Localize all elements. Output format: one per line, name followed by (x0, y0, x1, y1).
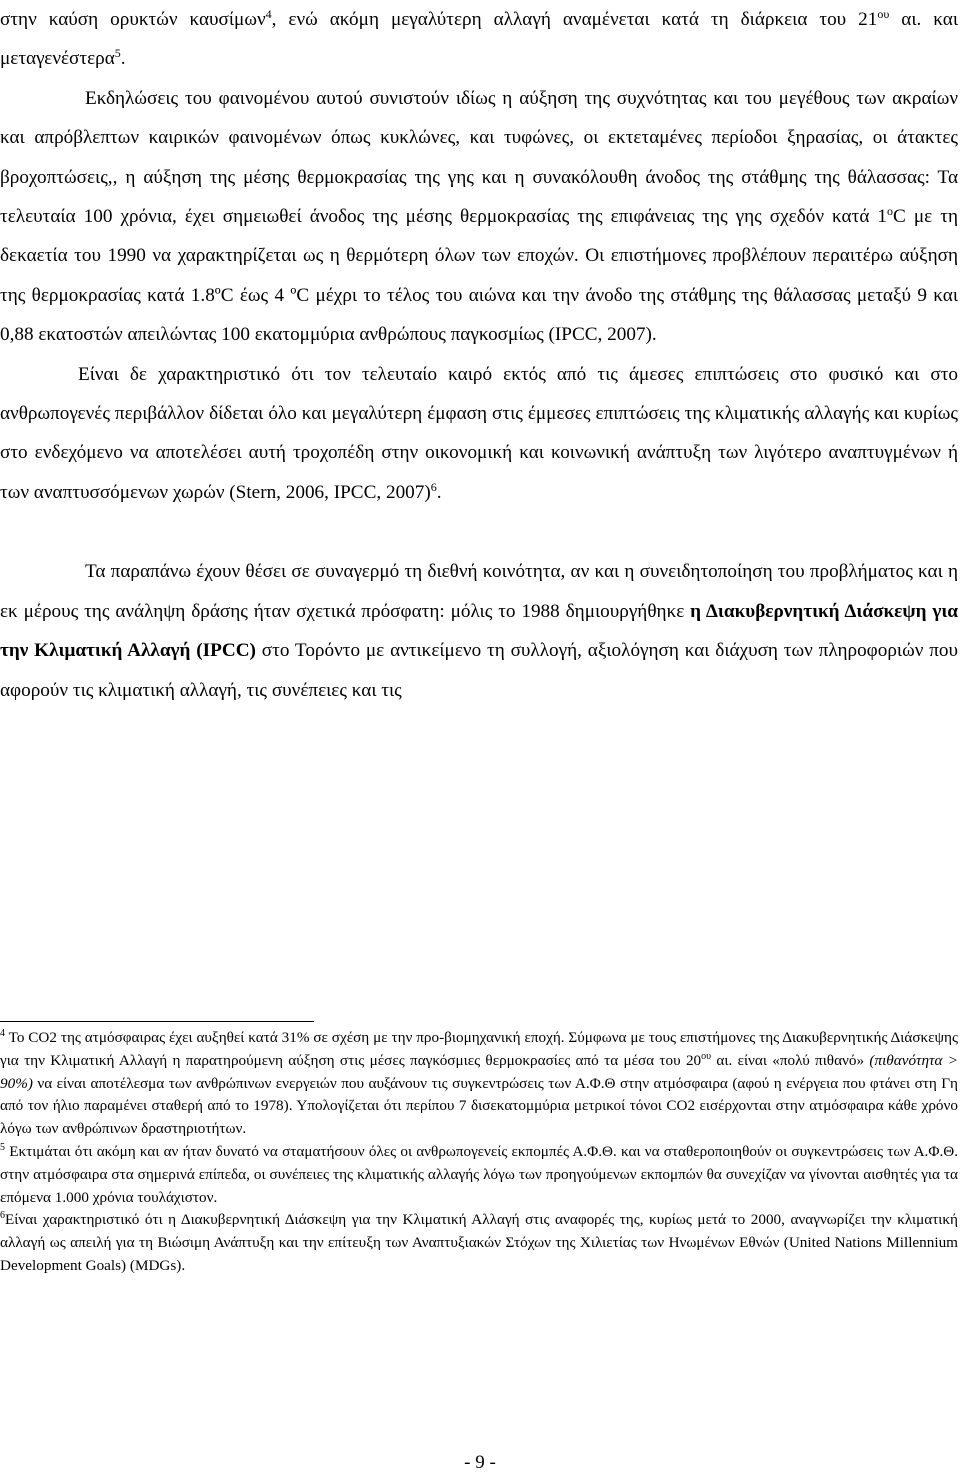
footnote-ref-6[interactable]: 6 (430, 479, 437, 494)
footnote-6 (0, 1209, 958, 1277)
footnote-separator (0, 1021, 314, 1022)
bold-ipcc-name: η Διακυβερνητική Διάσκεψη για την Κλιματική Αλλαγή (IPCC) (0, 600, 958, 662)
paragraph-1 (0, 0, 958, 79)
text-run: , ενώ ακόμη μεγαλύτερη αλλαγή αναμένεται κατά τη διάρκεια του 21 (271, 9, 878, 30)
text-run: αι. είναι «πολύ πιθανό» (711, 1051, 870, 1069)
text-run: C με τη δεκαετία του 1990 να χαρακτηρίζεται ως η θερμότερη όλων των εποχών. Οι επιστήμονες προβλέπουν περαιτέρω αύξηση της θερμοκρασίας κατά 1.8ºC έως 4 ºC μέχρι το τέλος του αιώνα και την άνοδο της στάθμης της θάλασσας μεταξύ 9 και 0,88 εκατοστών απειλώντας 100 εκατομμύρια ανθρώπους παγκοσμίως (IPCC, 2007). (0, 206, 958, 346)
text-run: . (436, 481, 442, 503)
text-run: Είναι χαρακτηριστικό ότι η Διακυβερνητική Διάσκεψη για την Κλιματική Αλλαγή στις αναφορές της, κυρίως μετά το 2000, αναγνωρίζει την κλιματική αλλαγή ως απειλή για τη Βιώσιμη Ανάπτυξη και την επίτευξη των Αναπτυξιακών Στόχων της Χιλιετίας των Ηνωμένων Εθνών (United Nations Millennium Development Goals) (MDGs). (0, 1211, 958, 1274)
text-run: Τα παραπάνω έχουν θέσει σε συναγερμό τη διεθνή κοινότητα, αν και η συνειδητοποίηση του προβλήματος και η εκ μέρους της ανάληψη δράσης ήταν σχετικά πρόσφατη: μόλις το 1988 δημιουργήθηκε (0, 561, 958, 622)
superscript-degree: ο (887, 204, 894, 219)
italic-probability: (πιθανότητα > 90%) (0, 1051, 958, 1092)
footnote-number-4: 4 (0, 1028, 5, 1039)
text-run: Εκτιμάται ότι ακόμη και αν ήταν δυνατό να σταματήσουν όλες οι ανθρωπογενείς εκπομπές Α.Φ.Θ. και να σταθεροποιηθούν οι συγκεντρώσεις των Α.Φ.Θ. στην ατμόσφαιρα στα σημερινά επίπεδα, οι συνέπειες της κλιματικής αλλαγής λόγω των προηγούμενων εκπομπών θα συνεχίζαν να γίνονται αισθητές για τα επόμενα 1.000 χρόνια τουλάχιστον. (0, 1142, 958, 1206)
superscript-ou: ου (877, 7, 890, 21)
footnote-5 (0, 1141, 958, 1209)
footnote-4 (0, 1027, 958, 1141)
text-run: να είναι αποτέλεσμα των ανθρώπινων ενεργειών που αυξάνουν τις συγκεντρώσεις των Α.Φ.Θ στην ατμόσφαιρα (αφού η ενέργεια που φτάνει στη Γη από τον ήλιο παραμένει σταθερή από το 1978). Υπολογίζεται ότι περίπου 7 δισεκατομμύρια μετρικοί τόνοι CO2 εισέρχονται στην ατμόσφαιρα κάθε χρόνο λόγω των ανθρώπινων δραστηριοτήτων. (0, 1074, 958, 1138)
text-run: Το CO2 της ατμόσφαιρας έχει αυξηθεί κατά 31% σε σχέση με την προ-βιομηχανική εποχή. Σύμφωνα με τους επιστήμονες της Διακυβερνητικής Διάσκεψης για την Κλιματική Αλλαγή η παρατηρούμενη αύξηση στις μέσες παγκόσμιες θερμοκρασίες από τα μέσα του 20 (0, 1029, 958, 1069)
paragraph-3 (0, 355, 958, 513)
footnote-number-5: 5 (0, 1141, 5, 1153)
text-run: Εκδηλώσεις του φαινομένου αυτού συνιστούν ιδίως η αύξηση της συχνότητας και του μεγέθους των ακραίων και απρόβλεπτων καιρικών φαινομένων όπως κυκλώνες, και τυφώνες, οι εκτεταμένες περίοδοι ξηρασίας, οι άτακτες βροχοπτώσεις,, η αύξηση της μέσης θερμοκρασίας της γης και η συνακόλουθη άνοδος της στάθμης της θάλασσας: Τα τελευταία 100 χρόνια, έχει σημειωθεί άνοδος της μέσης θερμοκρασίας της επιφάνειας της γης σχεδόν κατά 1 (0, 87, 958, 228)
main-text (0, 0, 958, 710)
text-run: στην καύση ορυκτών καυσίμων (0, 9, 266, 30)
text-run: στο Τορόντο με αντικείμενο τη συλλογή, αξιολόγηση και διάχυση των πληροφοριών που αφορούν τις κλιματική αλλαγή, τις συνέπειες και τις (0, 640, 958, 701)
footnotes (0, 1027, 958, 1278)
text-run: αι. και μεταγενέστερα (0, 9, 958, 70)
footnote-ref-4[interactable]: 4 (265, 7, 272, 21)
footnote-number-6: 6 (0, 1210, 5, 1222)
text-run: Είναι δε χαρακτηριστικό ότι τον τελευταίο καιρό εκτός από τις άμεσες επιπτώσεις στο φυσικό και στο ανθρωπογενές περιβάλλον δίδεται όλο και μεγαλύτερη έμφαση στις έμμεσες επιπτώσεις της κλιματικής αλλαγής και κυρίως στο ενδεχόμενο να αποτελέσει αυτή τροχοπέδη στην οικονομική και κοινωνική ανάπτυξη των λιγότερο αναπτυγμένων ή των αναπτυσσόμενων χωρών (Stern, 2006, IPCC, 2007) (0, 363, 958, 503)
text-run: . (120, 48, 126, 70)
page-number: - 9 - (464, 1452, 496, 1473)
footnote-ref-5[interactable]: 5 (114, 46, 121, 61)
paragraph-4 (0, 552, 958, 710)
paragraph-2 (0, 79, 958, 355)
superscript-ou: ου (701, 1050, 712, 1062)
